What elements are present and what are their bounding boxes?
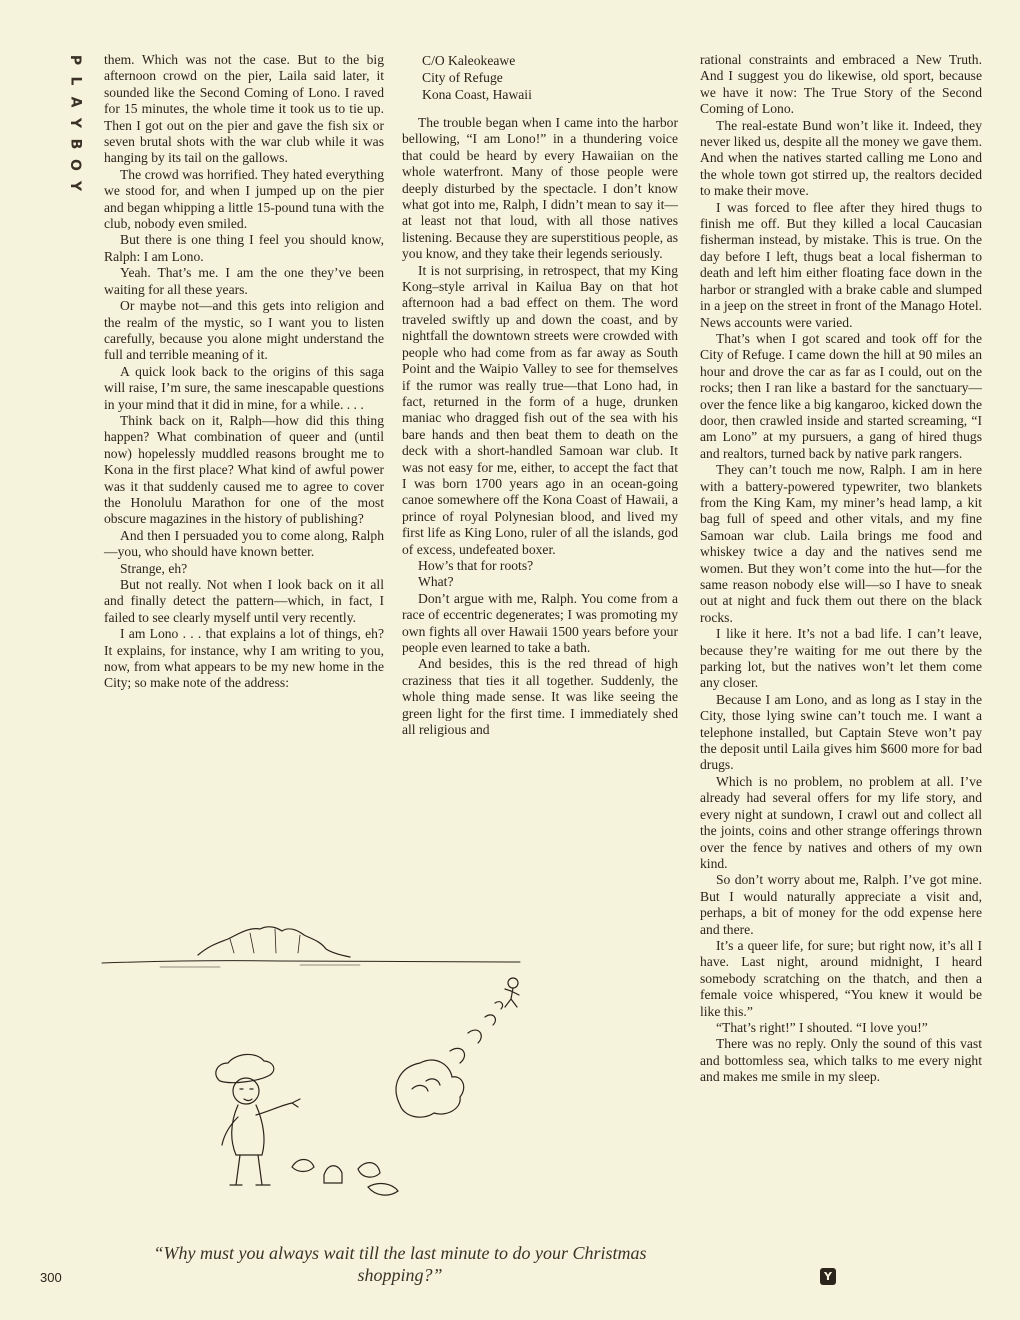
masthead-letter: A [67,96,83,108]
paragraph: Which is no problem, no problem at all. I’ve already had several offers for my life story, and every night at sundown, I crawl out and collect all the joints, coins and other strange offerings thrown over the fence by natives and others of my own kind. [700,773,982,871]
paragraph: It is not surprising, in retrospect, that my King Kong–style arrival in Kailua Bay on that hot afternoon had a bad effect on them. The word traveled swiftly up and down the coast, and by nightfall the downtown streets were crowded with people who had come from as far away as South Point and the Waipio Valley to see for themselves if the rumor was really true—that Lono had, in fact, returned in the form of a huge, drunken maniac who dragged fish out of the sea with his bare hands and then beat them to death on the deck with a short-handled Samoan war club. It was not easy for me, either, to accept the fact that I was born 1700 years ago in an ocean-going canoe somewhere off the Kona Coast of Hawaii, a prince of royal Polynesian blood, and lived my first life as King Lono, ruler of all the islands, god of excess, undefeated boxer. [402,262,678,557]
cartoon-illustration [100,905,675,1225]
address-line: Kona Coast, Hawaii [422,87,532,102]
paragraph: them. Which was not the case. But to the big afternoon crowd on the pier, Laila said later, it sounded like the Second Coming of Lono. I raved for 15 minutes, the whole time it took us to tie up. Then I got out on the pier and gave the fish six or seven brutal shots with the war club while it was hanging by its tail on the gallows. [104,52,384,166]
paragraph: Think back on it, Ralph—how did this thing happen? What combination of queer and (until now) hopelessly muddled reasons brought me to Kona in the first place? What kind of awful power was it that suddenly caused me to agree to cover the Honolulu Marathon for one of the most obscure magazines in the history of publishing? [104,412,384,527]
paragraph: I was forced to flee after they hired thugs to finish me off. But they killed a local Caucasian fisherman instead, by mistake. This is true. On the day before I left, thugs beat a local fisherman to death and left him either floating face down in the harbor or strangled with a brake cable and slumped in a jeep on the street in front of the Manago Hotel. News accounts were varied. [700,199,982,330]
masthead-letter: O [67,159,83,171]
paragraph: They can’t touch me now, Ralph. I am in here with a battery-powered typewriter, two blankets from the King Kam, my miner’s head lamp, a kit bag full of speed and other vitals, and my fine Samoan war club. Laila brings me food and whiskey twice a day and the natives send me women. But they won’t come into the hut—for the same reason nobody else will—so I have to sneak out at night and fuck them out there on the black rocks. [700,462,982,625]
paragraph: How’s that for roots? [418,557,534,573]
paragraph: It’s a queer life, for sure; but right now, it’s all I have. Last night, around midnight, I heard somebody scratching on the thatch, and then a female voice whispered, “You knew it would be like this.” [700,937,982,1019]
paragraph: I am Lono . . . that explains a lot of things, eh? It explains, for instance, why I am writing to you, now, from what appears to be my new home in the City; so make note of the address: [104,626,384,691]
dust-trail [396,1002,503,1117]
horizon-line [102,961,520,963]
small-creatures [292,1160,398,1196]
text-column-1 [104,52,384,692]
paragraph: And besides, this is the red thread of high craziness that ties it all together. Suddenly, the whole thing made sense. It was like seeing the green light for the first time. I immediately shed all religious and [402,656,678,738]
paragraph: That’s when I got scared and took off for the City of Refuge. I came down the hill at 90 miles an hour and drove the car as far as I could, out on the rocks; then I ran like a bastard for the sanctuary—over the fence like a big kangaroo, kicked down the door, then crawled inside and started screaming, “I am Lono” at my pursuers, a gang of hired thugs and realtors, turned back by native park rangers. [700,330,982,461]
paragraph: And then I persuaded you to come along, Ralph—you, who should have known better. [104,527,384,560]
paragraph: Because I am Lono, and as long as I stay in the City, those lying swine can’t touch me. I want a telephone installed, but Captain Steve won’t pay the deposit until Laila gives him $600 more for bad drugs. [700,691,982,773]
paragraph: What? [418,574,454,590]
paragraph: I like it here. It’s not a bad life. I can’t leave, because they’re waiting for me out there by the parking lot, but the natives won’t let them come any closer. [700,626,982,691]
paragraph: Strange, eh? [120,560,188,576]
paragraph: “That’s right!” I shouted. “I love you!” [716,1019,928,1035]
paragraph: The real-estate Bund won’t like it. Indeed, they never liked us, despite all the money we gave them. And when the natives started calling me Lono and the whole town got stirred up, the realtors decided to make their move. [700,117,982,199]
masthead-letter: P [66,54,83,66]
running-figure [505,978,519,1007]
paragraph: So don’t worry about me, Ralph. I’ve got mine. But I would naturally appreciate a visit and, perhaps, a bit of money for the odd expense here and there. [700,872,982,937]
masthead-letter: Y [66,117,83,129]
masthead-letter: Y [66,180,83,192]
paragraph: But there is one thing I feel you should know, Ralph: I am Lono. [104,232,384,264]
address-line: City of Refuge [422,70,503,85]
bunny-end-mark: Y [820,1268,836,1285]
masthead-letter: B [66,138,83,150]
text-column-3 [700,52,982,1086]
paragraph: But not really. Not when I look back on it all and finally detect the pattern—which, in fact, I failed to see clearly myself until very recently. [104,577,384,625]
paragraph: The crowd was horrified. They hated everything we stood for, and when I jumped up on the pier and began whipping a little 15-pound tuna with the club, nobody even smiled. [104,166,384,232]
paragraph: The trouble began when I came into the harbor bellowing, “I am Lono!” in a thundering voice that could be heard by every Hawaiian on the whole waterfront. Many of those people were deeply disturbed by the spectacle. I don’t know what got into me, Ralph, I didn’t mean to say it—at least not that loud, with all those natives listening. Because they are superstitious people, as you know, and they take their legends seriously. [402,115,678,262]
address-line: C/O Kaleokeawe [422,53,516,68]
paragraph: rational constraints and embraced a New Truth. And I suggest you do likewise, old sport, because we have it now: The True Story of the Second Coming of Lono. [700,52,982,117]
cowboy-figure [216,1054,300,1185]
paragraph: There was no reply. Only the sound of this vast and bottomless sea, which talks to me every night and makes me smile in my sleep. [700,1036,982,1085]
page-number: 300 [40,1270,62,1285]
cartoon-caption: “Why must you always wait till the last minute to do your Christmas shopping?” [153,1243,647,1285]
paragraph: Yeah. That’s me. I am the one they’ve been waiting for all these years. [104,265,384,297]
mailing-address [422,52,678,103]
island-sketch [198,927,350,957]
paragraph: Don’t argue with me, Ralph. You come from a race of eccentric degenerates; I was promoting my own fights all over Hawaii 1500 years before your people even learned to take a bath. [402,590,678,655]
masthead-letter: L [66,76,83,86]
paragraph: A quick look back to the origins of this saga will raise, I’m sure, the same inescapable questions in your mind that it did in mine, for a while. . . . [104,363,384,412]
magazine-masthead [62,52,88,194]
paragraph: Or maybe not—and this gets into religion and the realm of the mystic, so I want you to listen carefully, because you alone might understand the full and terrible meaning of it. [104,298,384,363]
text-column-2 [402,52,678,738]
